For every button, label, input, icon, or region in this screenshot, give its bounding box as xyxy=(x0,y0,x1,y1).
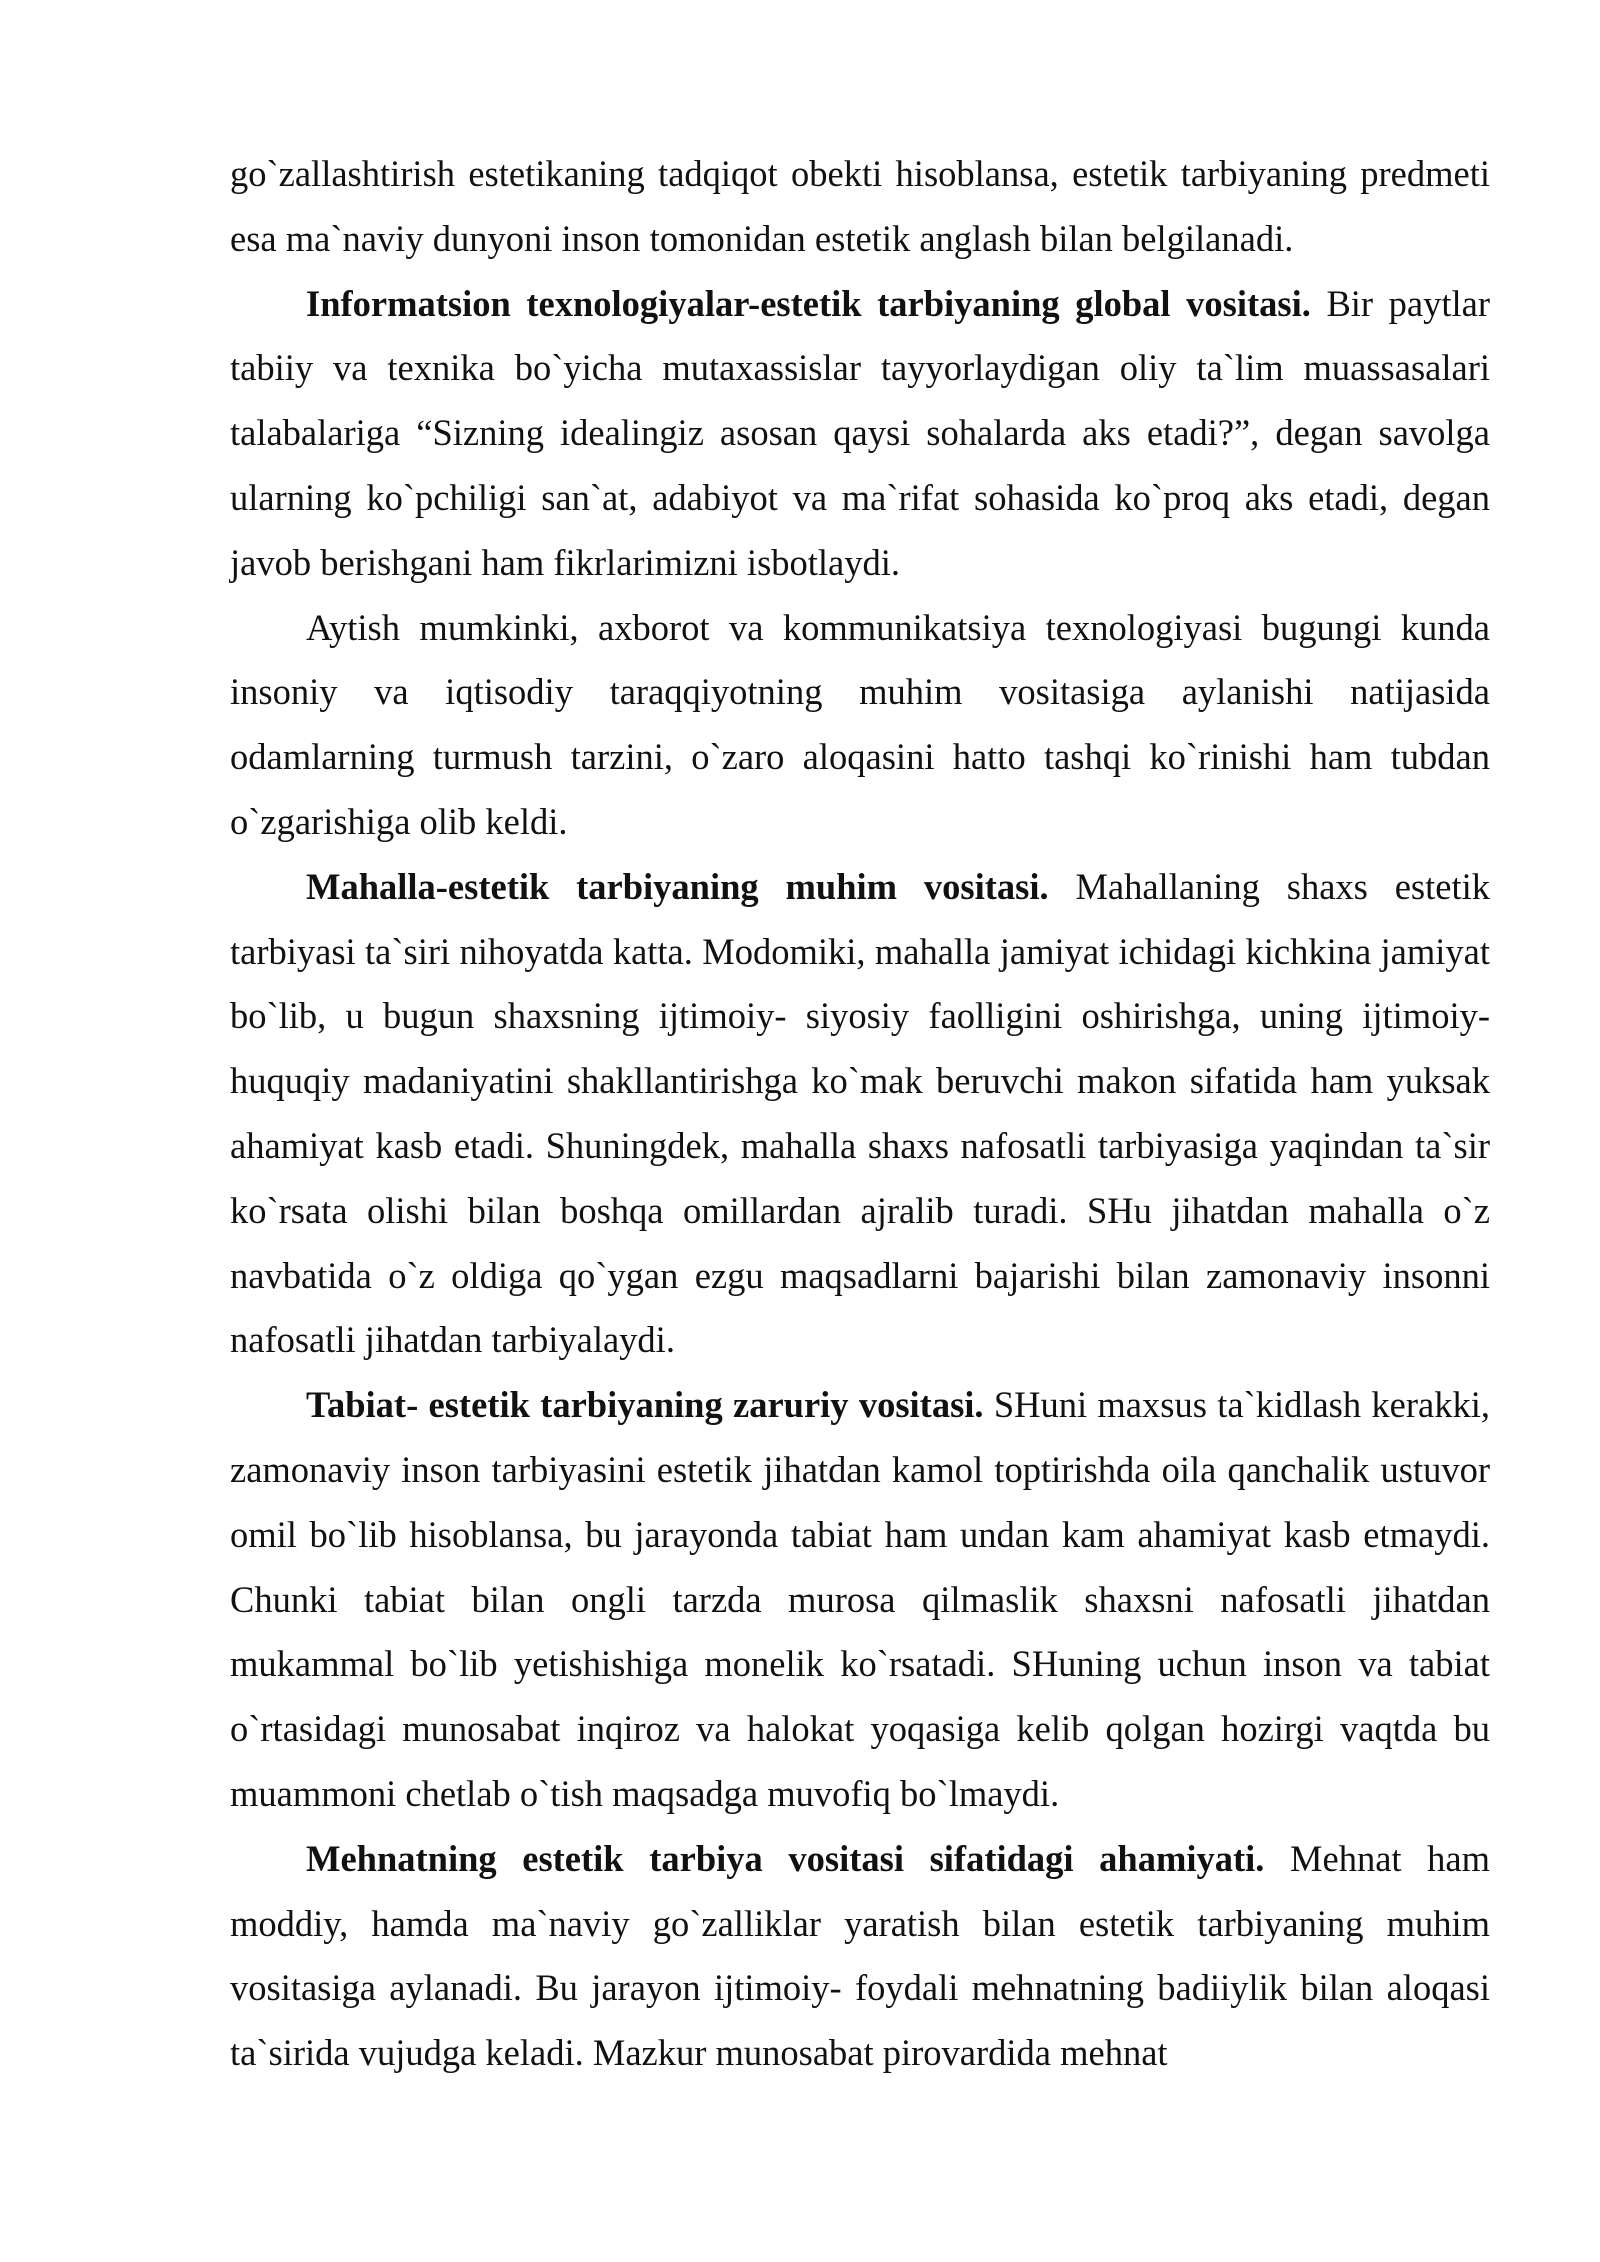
paragraph-text: Mahallaning shaxs estetik tarbiyasi ta`siri nihoyatda katta. Modomiki, mahalla jamiyat ichidagi kichkina jamiyat bo`lib, u bugun shaxsning ijtimoiy- siyosiy faolligini oshirishga, uning ijtimoiy-huquqiy madaniyatini shakllantirishga ko`mak beruvchi makon sifatida ham yuksak ahamiyat kasb etadi. Shuningdek, mahalla shaxs nafosatli tarbiyasiga yaqindan ta`sir ko`rsata olishi bilan boshqa omillardan ajralib turadi. SHu jihatdan mahalla o`z navbatida o`z oldiga qo`ygan ezgu maqsadlarni bajarishi bilan zamonaviy insonni nafosatli jihatdan tarbiyalaydi. xyxy=(230,865,1490,1361)
paragraph-continuation xyxy=(230,142,1490,272)
document-page xyxy=(230,142,1490,2086)
paragraph-text: Mehnat ham moddiy, hamda ma`naviy go`zalliklar yaratish bilan estetik tarbiyaning muhim vositasiga aylanadi. Bu jarayon ijtimoiy- foydali mehnatning badiiylik bilan aloqasi ta`sirida vujudga keladi. Mazkur munosabat pirovardida mehnat xyxy=(230,1837,1490,2074)
paragraph-aytish-mumkinki xyxy=(230,596,1490,855)
paragraph-tabiat xyxy=(230,1373,1490,1827)
paragraph-heading: Tabiat- estetik tarbiyaning zaruriy vositasi. xyxy=(306,1384,984,1426)
paragraph-text: Bir paytlar tabiiy va texnika bo`yicha mutaxassislar tayyorlaydigan oliy ta`lim muassasalari talabalariga “Sizning idealingiz asosan qaysi sohalarda aks etadi?”, degan savolga ularning ko`pchiligi san`at, adabiyot va ma`rifat sohasida ko`proq aks etadi, degan javob berishgani ham fikrlarimizni isbotlaydi. xyxy=(230,282,1490,583)
paragraph-text: go`zallashtirish estetikaning tadqiqot obekti hisoblansa, estetik tarbiyaning predmeti esa ma`naviy dunyoni inson tomonidan estetik anglash bilan belgilanadi. xyxy=(230,153,1490,259)
paragraph-mahalla xyxy=(230,855,1490,1373)
paragraph-heading: Mehnatning estetik tarbiya vositasi sifatidagi ahamiyati. xyxy=(306,1837,1265,1879)
paragraph-heading: Mahalla-estetik tarbiyaning muhim vositasi. xyxy=(306,865,1049,907)
paragraph-text: SHuni maxsus ta`kidlash kerakki, zamonaviy inson tarbiyasini estetik jihatdan kamol toptirishda oila qanchalik ustuvor omil bo`lib hisoblansa, bu jarayonda tabiat ham undan kam ahamiyat kasb etmaydi. Chunki tabiat bilan ongli tarzda murosa qilmaslik shaxsni nafosatli jihatdan mukammal bo`lib yetishishiga monelik ko`rsatadi. SHuning uchun inson va tabiat o`rtasidagi munosabat inqiroz va halokat yoqasiga kelib qolgan hozirgi vaqtda bu muammoni chetlab o`tish maqsadga muvofiq bo`lmaydi. xyxy=(230,1384,1490,1814)
paragraph-mehnat xyxy=(230,1827,1490,2086)
paragraph-heading: Informatsion texnologiyalar-estetik tarbiyaning global vositasi. xyxy=(306,282,1311,324)
paragraph-text: Aytish mumkinki, axborot va kommunikatsiya texnologiyasi bugungi kunda insoniy va iqtisodiy taraqqiyotning muhim vositasiga aylanishi natijasida odamlarning turmush tarzini, o`zaro aloqasini hatto tashqi ko`rinishi ham tubdan o`zgarishiga olib keldi. xyxy=(230,606,1490,842)
paragraph-informatsion-texnologiyalar xyxy=(230,272,1490,596)
